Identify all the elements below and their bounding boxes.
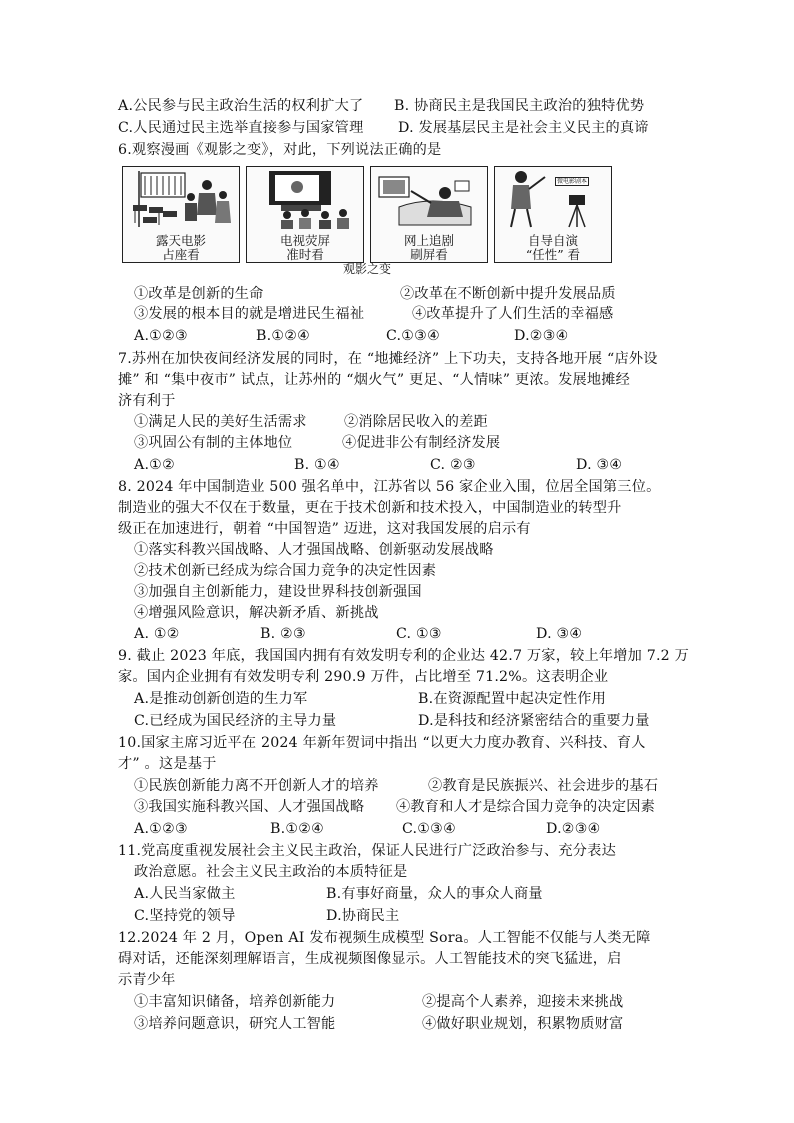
q9-stem-line2: 家。国内企业拥有有效发明专利 290.9 万件，占比增至 71.2%。这表明企业	[118, 669, 609, 685]
panel-4-caption-line1: 自导自演	[527, 233, 578, 248]
q11-option-d: D.协商民主	[326, 908, 400, 924]
q8-stem-line1: 8. 2024 年中国制造业 500 强名单中，江苏省以 56 家企业入围，位居全国第三位。	[118, 479, 661, 495]
q12-statement-4: ④做好职业规划，积累物质财富	[422, 1016, 624, 1032]
panel-2-caption-line1: 电视荧屏	[279, 233, 330, 248]
q11-stem-line2: 政治意愿。社会主义民主政治的本质特征是	[134, 864, 408, 880]
q6-statement-4: ④改革提升了人们生活的幸福感	[412, 306, 614, 322]
q8-option-b: B. ②③	[260, 626, 306, 642]
q10-stem-line1: 10.国家主席习近平在 2024 年新年贺词中指出 “以更大力度办教育、兴科技、育人	[118, 735, 646, 751]
q12-statement-1: ①丰富知识储备，培养创新能力	[134, 994, 336, 1010]
q10-option-d: D.②③④	[546, 821, 601, 837]
q11-stem-line1: 11.党高度重视发展社会主义民主政治，保证人民进行广泛政治参与、充分表达	[118, 843, 616, 859]
q8-option-a: A. ①②	[134, 626, 180, 642]
q7-stem-line2: 摊” 和 “集中夜市” 试点，让苏州的 “烟火气” 更足、“人情味” 更浓。发展地摊经	[118, 372, 631, 388]
q10-option-a: A.①②③	[134, 821, 188, 837]
q6-option-a: A.①②③	[134, 328, 188, 344]
q5-option-a: A.公民参与民主政治生活的权利扩大了	[118, 98, 364, 114]
q8-option-d: D. ③④	[536, 626, 583, 642]
q9-option-c: C.已经成为国民经济的主导力量	[134, 713, 337, 729]
comic-title: 观影之变	[342, 262, 391, 276]
q6-option-b: B.①②④	[256, 328, 311, 344]
q7-statement-2: ②消除居民收入的差距	[344, 414, 488, 430]
q7-option-d: D. ③④	[576, 457, 623, 473]
q8-statement-2: ②技术创新已经成为综合国力竞争的决定性因素	[134, 563, 437, 579]
comic-panel-tv-screen	[246, 166, 364, 263]
panel-3-caption-line1: 网上追剧	[403, 233, 454, 248]
q8-statement-4: ④增强风险意识，解决新矛盾、新挑战	[134, 605, 379, 621]
q12-stem-line3: 示青少年	[118, 972, 176, 988]
q5-option-c: C.人民通过民主选举直接参与国家管理	[118, 120, 364, 136]
q7-option-b: B. ①④	[294, 457, 340, 473]
comic-strip	[122, 166, 612, 276]
q5-option-d: D. 发展基层民主是社会主义民主的真谛	[398, 120, 649, 136]
panel-4-script-sign: 微电影剧本	[557, 178, 588, 185]
panel-3-caption-line2: 刷屏看	[410, 247, 448, 262]
q8-stem-line2: 制造业的强大不仅在于数量，更在于技术创新和技术投入，中国制造业的转型升	[118, 500, 622, 516]
q10-option-b: B.①②④	[270, 821, 325, 837]
q9-option-b: B.在资源配置中起决定性作用	[418, 691, 606, 707]
panel-1-caption-line1: 露天电影	[155, 233, 206, 248]
q10-statement-3: ③我国实施科教兴国、人才强国战略	[134, 799, 365, 815]
comic-panel-self-directed	[494, 166, 612, 263]
q8-statement-3: ③加强自主创新能力，建设世界科技创新强国	[134, 584, 422, 600]
q8-statement-1: ①落实科教兴国战略、人才强国战略、创新驱动发展战略	[134, 542, 494, 558]
comic-panel-online-drama	[370, 166, 488, 263]
q12-statement-3: ③培养问题意识，研究人工智能	[134, 1016, 336, 1032]
q10-statement-1: ①民族创新能力离不开创新人才的培养	[134, 778, 379, 794]
q10-option-c: C.①③④	[402, 821, 457, 837]
q8-stem-line3: 级正在加速进行，朝着 “中国智造” 迈进，这对我国发展的启示有	[118, 521, 531, 537]
q11-option-a: A.人民当家做主	[134, 886, 236, 902]
q12-statement-2: ②提高个人素养，迎接未来挑战	[422, 994, 624, 1010]
q7-statement-4: ④促进非公有制经济发展	[342, 435, 501, 451]
q7-statement-1: ①满足人民的美好生活需求	[134, 414, 307, 430]
q6-stem: 6.观察漫画《观影之变》，对此，下列说法正确的是	[118, 142, 442, 158]
panel-4-caption-line2: “任性” 看	[525, 247, 581, 262]
q9-option-d: D.是科技和经济紧密结合的重要力量	[418, 713, 650, 729]
q12-stem-line2: 碍对话，还能深刻理解语言，生成视频图像显示。人工智能技术的突飞猛进，启	[118, 951, 622, 967]
q12-stem-line1: 12.2024 年 2 月，Open AI 发布视频生成模型 Sora。人工智能不仅能与人类无障	[118, 930, 651, 946]
q6-statement-2: ②改革在不断创新中提升发展品质	[400, 286, 616, 302]
panel-2-caption-line2: 准时看	[286, 247, 324, 262]
q6-statement-1: ①改革是创新的生命	[134, 286, 264, 302]
q9-option-a: A.是推动创新创造的生力军	[134, 691, 308, 707]
q6-statement-3: ③发展的根本目的就是增进民生福祉	[134, 306, 365, 322]
q6-option-c: C.①③④	[386, 328, 441, 344]
q10-stem-line2: 才” 。这是基于	[118, 756, 217, 772]
q6-option-d: D.②③④	[514, 328, 569, 344]
q7-option-c: C. ②③	[430, 457, 476, 473]
q10-statement-4: ④教育和人才是综合国力竞争的决定因素	[396, 799, 655, 815]
q7-option-a: A.①②	[134, 457, 175, 473]
q7-stem-line3: 济有利于	[118, 393, 176, 409]
q11-option-c: C.坚持党的领导	[134, 908, 236, 924]
q7-stem-line1: 7.苏州在加快夜间经济发展的同时，在 “地摊经济” 上下功夫，支持各地开展 “店外设	[118, 351, 658, 367]
q9-stem-line1: 9. 截止 2023 年底，我国国内拥有有效发明专利的企业达 42.7 万家，较上年增加 7.2 万	[118, 648, 689, 664]
panel-1-caption-line2: 占座看	[162, 247, 200, 262]
q11-option-b: B.有事好商量，众人的事众人商量	[326, 886, 543, 902]
q5-option-b: B. 协商民主是我国民主政治的独特优势	[394, 98, 645, 114]
q10-statement-2: ②教育是民族振兴、社会进步的基石	[428, 778, 659, 794]
q8-option-c: C. ①③	[396, 626, 442, 642]
comic-panel-outdoor-movie	[122, 166, 240, 263]
q7-statement-3: ③巩固公有制的主体地位	[134, 435, 293, 451]
